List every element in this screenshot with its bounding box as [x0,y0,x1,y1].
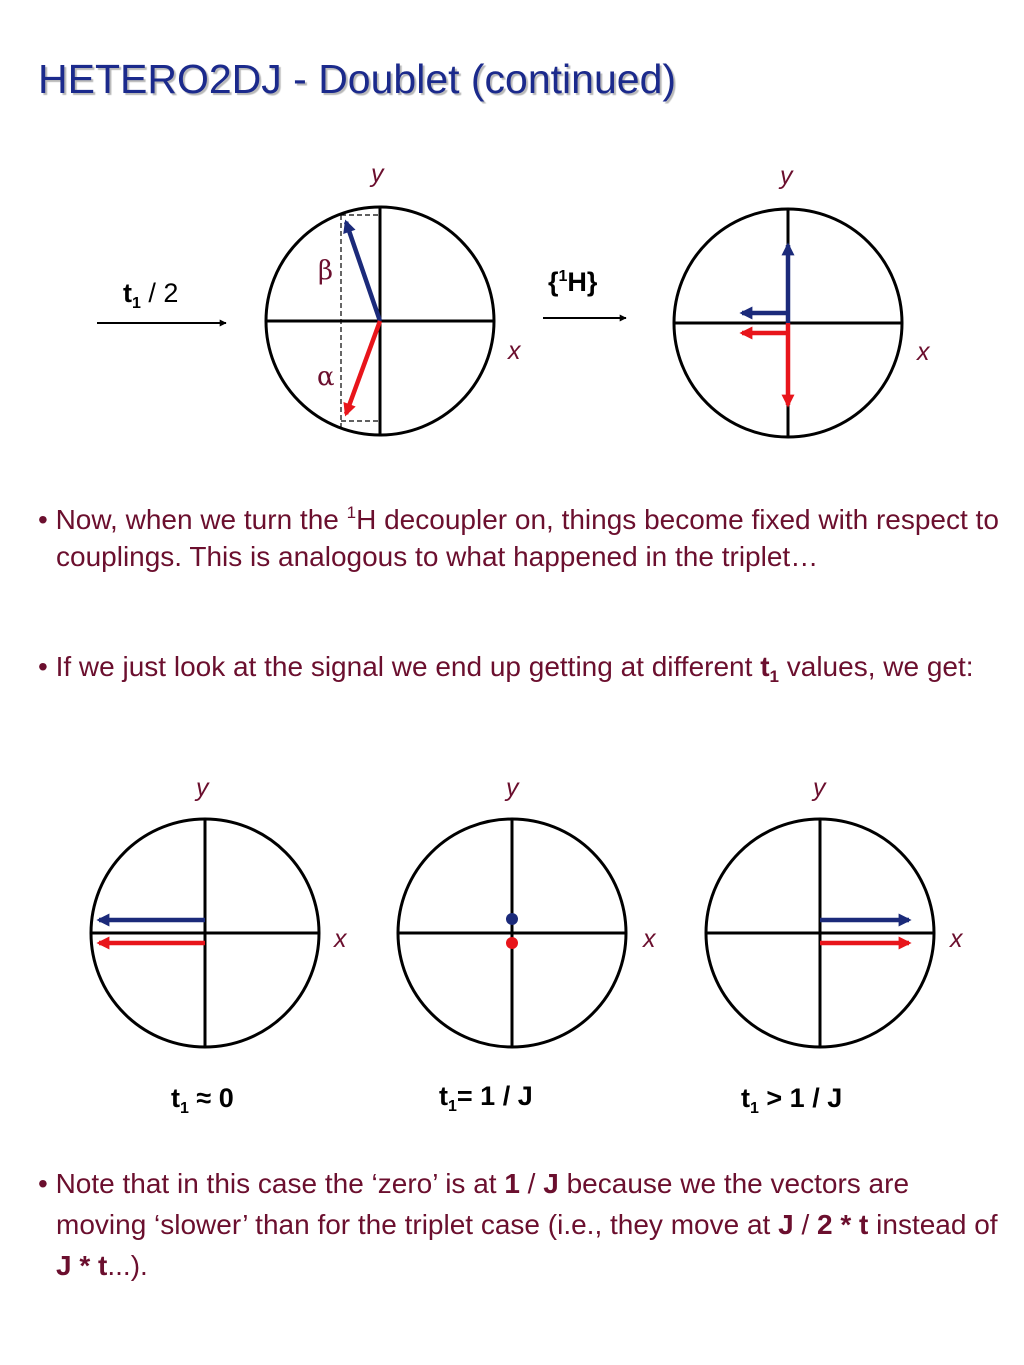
beta-dot [506,913,518,925]
alpha-vector [346,321,380,414]
bottom-circle-1 [91,819,319,1047]
top-circle-1 [266,207,494,435]
top-circle-2 [674,209,902,437]
axis-label-x: x [643,925,656,953]
axis-label-y: y [780,162,793,190]
alpha-dot [506,937,518,949]
bullet-t1-values: • If we just look at the signal we end up getting at different $t_1$ values, we get: [38,651,974,686]
axis-label-y: y [813,774,826,802]
axis-label-x: x [950,925,963,953]
axis-label-x: x [508,337,521,365]
axis-label-y: y [371,160,384,188]
beta-vector [346,222,380,321]
t1-greater-label: $t_1 > 1 / J$ [741,1083,843,1117]
axis-label-y: y [506,774,519,802]
decoupler-label: {$^1$H} [548,267,598,297]
t1-zero-label: $t_1 \approx 0$ [171,1083,234,1117]
t1-one-over-j-label: $t_1= 1 / J$ [439,1081,533,1115]
axis-label-x: x [334,925,347,953]
axis-label-y: y [196,774,209,802]
t1-half-label: $t_1 / 2$ [123,278,179,312]
bottom-circle-2 [398,819,626,1047]
beta-label: β [318,256,334,286]
alpha-label: α [317,362,335,392]
page-title: HETERO2DJ - Doublet (continued) [38,56,677,102]
bullet-decoupler: • Now, when we turn the $^1$H decoupler on, things become fixed with respect to couplings. This is analogous to what happened in the triplet… [38,503,999,572]
axis-label-x: x [917,338,930,366]
bullet-note: • Note that in this case the ‘zero’ is at 1 / J because we the vectors are moving ‘slower’ than for the triplet case (i.e., they move at J / 2 * t instead of J * t...). [38,1168,998,1281]
bottom-circle-3 [706,819,934,1047]
